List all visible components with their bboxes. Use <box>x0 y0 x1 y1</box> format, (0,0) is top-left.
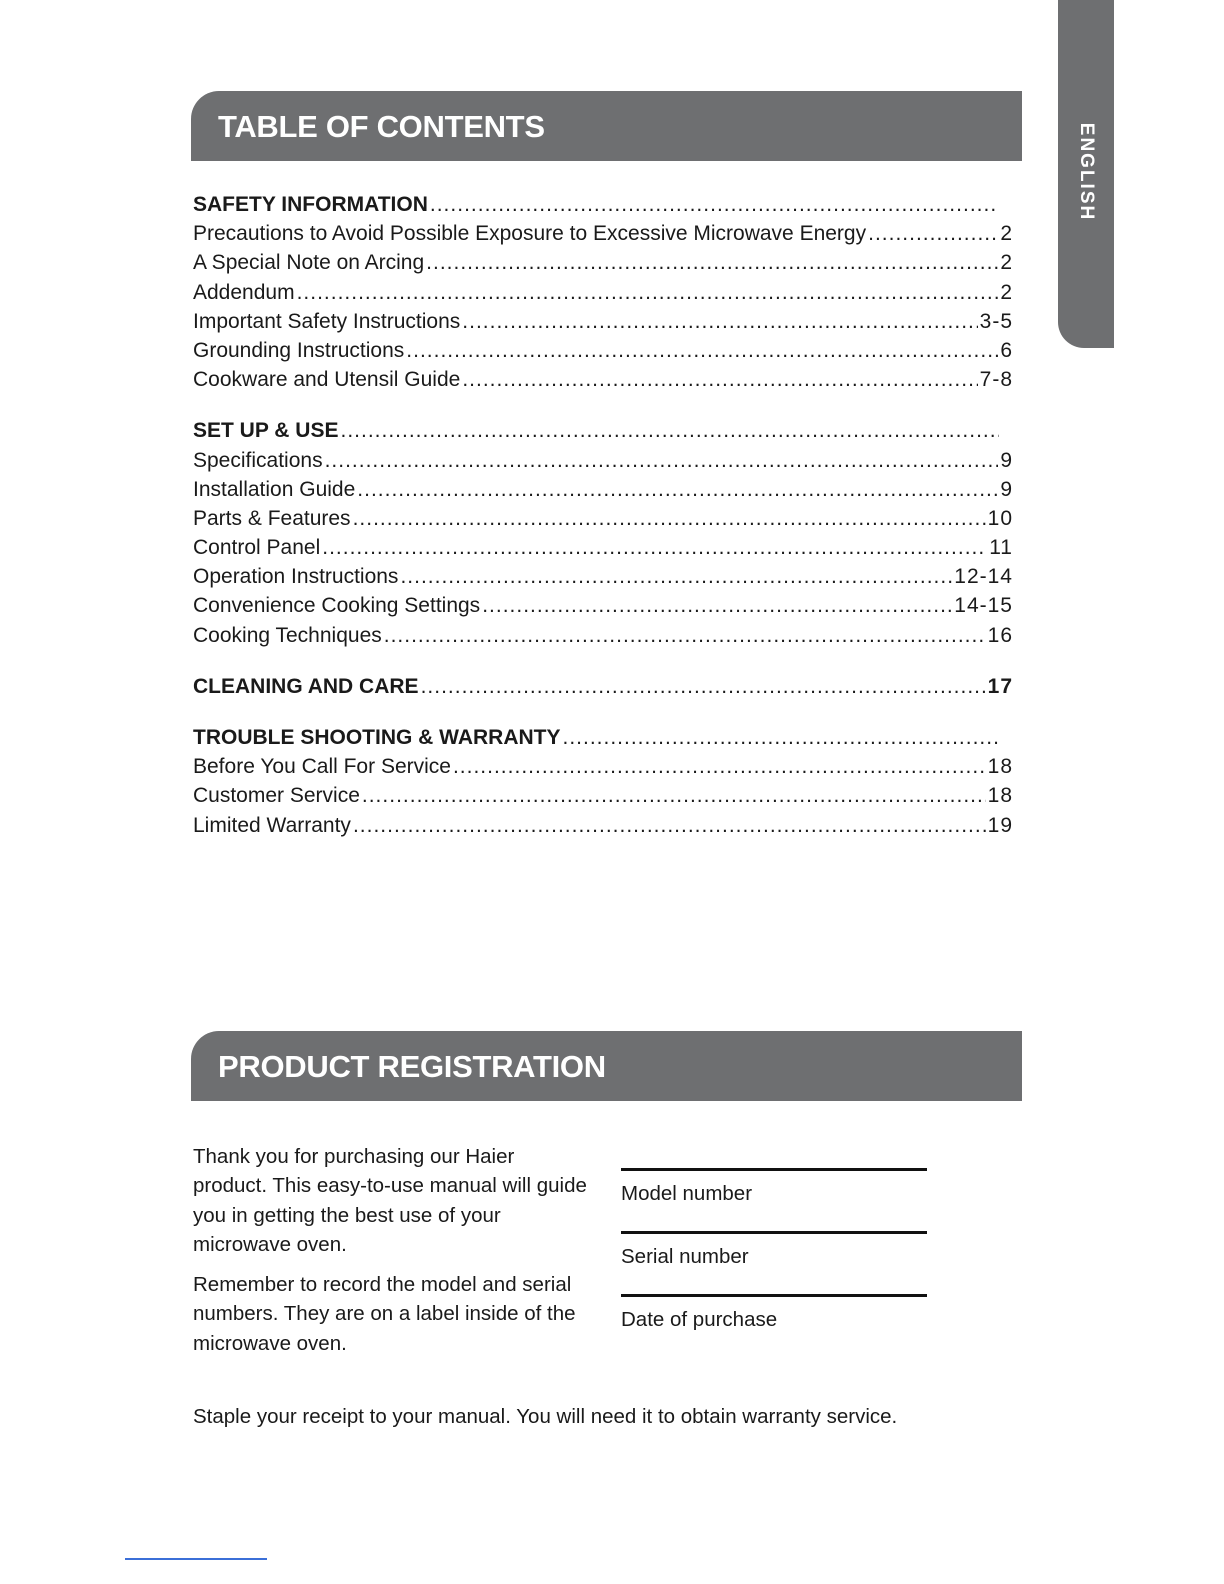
toc-entry-label: Grounding Instructions <box>193 338 405 362</box>
date-of-purchase-label: Date of purchase <box>621 1308 778 1331</box>
toc-page-number: 14-15 <box>954 594 1013 618</box>
toc-leader-dots <box>430 193 999 217</box>
toc-entry-label: Important Safety Instructions <box>193 309 461 333</box>
toc-entry[interactable] <box>193 814 1013 843</box>
toc-page-number: 18 <box>987 784 1013 808</box>
toc-section <box>193 419 1013 653</box>
toc-entry[interactable] <box>193 368 1013 397</box>
toc-section <box>193 726 1013 843</box>
toc-leader-dots <box>400 565 952 589</box>
toc-section <box>193 193 1013 397</box>
toc-leader-dots <box>563 726 1000 750</box>
toc-section-heading[interactable] <box>193 675 1013 704</box>
toc-entry-label: Addendum <box>193 280 295 304</box>
registration-text <box>193 1142 588 1369</box>
toc-entry[interactable] <box>193 251 1013 280</box>
toc-page-number: 12-14 <box>954 565 1013 589</box>
toc-entry[interactable] <box>193 565 1013 594</box>
toc-entry-label: Limited Warranty <box>193 813 351 837</box>
toc-page-number: 7-8 <box>979 368 1013 392</box>
toc-leader-dots <box>322 536 987 560</box>
toc-entry[interactable] <box>193 449 1013 478</box>
table-of-contents <box>193 193 1013 865</box>
toc-page-number: 2 <box>1000 251 1013 275</box>
toc-entry-label: Customer Service <box>193 784 360 808</box>
toc-page-number: 10 <box>987 506 1013 530</box>
toc-entry-label: CLEANING AND CARE <box>193 674 419 698</box>
toc-leader-dots <box>462 310 977 334</box>
toc-entry-label: Before You Call For Service <box>193 755 451 779</box>
registration-title-banner: PRODUCT REGISTRATION <box>191 1031 1022 1101</box>
toc-entry-label: Precautions to Avoid Possible Exposure to Excessive Microwave Energy <box>193 222 867 246</box>
registration-reminder: Remember to record the model and serial numbers. They are on a label inside of the microwave oven. <box>193 1273 576 1355</box>
toc-leader-dots <box>421 675 986 699</box>
toc-entry[interactable] <box>193 281 1013 310</box>
toc-title-banner: TABLE OF CONTENTS <box>191 91 1022 161</box>
registration-intro: Thank you for purchasing our Haier product. This easy-to-use manual will guide you in getting the best use of your microwave oven. <box>193 1145 587 1256</box>
toc-leader-dots <box>340 419 999 443</box>
date-of-purchase-field[interactable] <box>621 1294 927 1332</box>
toc-page-number: 2 <box>1000 280 1013 304</box>
toc-entry-label: TROUBLE SHOOTING & WARRANTY <box>193 726 561 749</box>
toc-entry[interactable] <box>193 507 1013 536</box>
toc-entry-label: Installation Guide <box>193 477 356 501</box>
toc-page-number: 18 <box>987 755 1013 779</box>
toc-page-number: 17 <box>987 674 1013 698</box>
toc-entry-label: Specifications <box>193 448 323 472</box>
toc-entry[interactable] <box>193 339 1013 368</box>
toc-entry[interactable] <box>193 222 1013 251</box>
toc-page-number: 9 <box>1000 477 1013 501</box>
serial-number-label: Serial number <box>621 1245 749 1268</box>
toc-leader-dots <box>406 339 998 363</box>
toc-leader-dots <box>868 222 998 246</box>
toc-leader-dots <box>353 507 986 531</box>
toc-leader-dots <box>426 251 998 275</box>
toc-section-heading[interactable] <box>193 726 1013 755</box>
toc-entry[interactable] <box>193 310 1013 339</box>
toc-entry-label: Operation Instructions <box>193 565 399 589</box>
toc-entry[interactable] <box>193 594 1013 623</box>
toc-entry-label: A Special Note on Arcing <box>193 251 425 275</box>
toc-entry[interactable] <box>193 536 1013 565</box>
toc-leader-dots <box>325 449 999 473</box>
toc-entry[interactable] <box>193 624 1013 653</box>
toc-leader-dots <box>353 814 986 838</box>
language-tab-label: ENGLISH <box>1076 122 1097 222</box>
toc-entry-label: Convenience Cooking Settings <box>193 594 481 618</box>
toc-entry-label: Control Panel <box>193 536 321 560</box>
toc-entry-label: SET UP & USE <box>193 419 339 443</box>
toc-leader-dots <box>453 755 986 779</box>
toc-entry-label: Cooking Techniques <box>193 623 382 647</box>
serial-number-field[interactable] <box>621 1231 927 1269</box>
toc-entry[interactable] <box>193 478 1013 507</box>
toc-page-number: 2 <box>1000 222 1013 246</box>
toc-page-number: 16 <box>987 623 1013 647</box>
toc-entry-label: Cookware and Utensil Guide <box>193 368 461 392</box>
toc-page-number: 6 <box>1000 338 1013 362</box>
toc-page-number: 11 <box>989 536 1013 560</box>
toc-page-number: 19 <box>987 813 1013 837</box>
toc-entry-label: SAFETY INFORMATION <box>193 193 428 216</box>
staple-receipt-note: Staple your receipt to your manual. You will need it to obtain warranty service. <box>193 1405 898 1428</box>
toc-section-heading[interactable] <box>193 193 1013 222</box>
toc-page-number: 9 <box>1000 448 1013 472</box>
model-number-field[interactable] <box>621 1168 927 1206</box>
footer-rule <box>125 1558 267 1560</box>
toc-entry-label: Parts & Features <box>193 506 351 530</box>
toc-entry[interactable] <box>193 755 1013 784</box>
toc-leader-dots <box>384 624 986 648</box>
toc-section <box>193 675 1013 704</box>
toc-leader-dots <box>482 594 952 618</box>
model-number-label: Model number <box>621 1182 753 1205</box>
toc-leader-dots <box>297 281 999 305</box>
toc-leader-dots <box>357 478 998 502</box>
toc-entry[interactable] <box>193 784 1013 813</box>
toc-leader-dots <box>462 368 977 392</box>
toc-leader-dots <box>362 784 986 808</box>
toc-page-number: 3-5 <box>979 309 1013 333</box>
toc-section-heading[interactable] <box>193 419 1013 448</box>
